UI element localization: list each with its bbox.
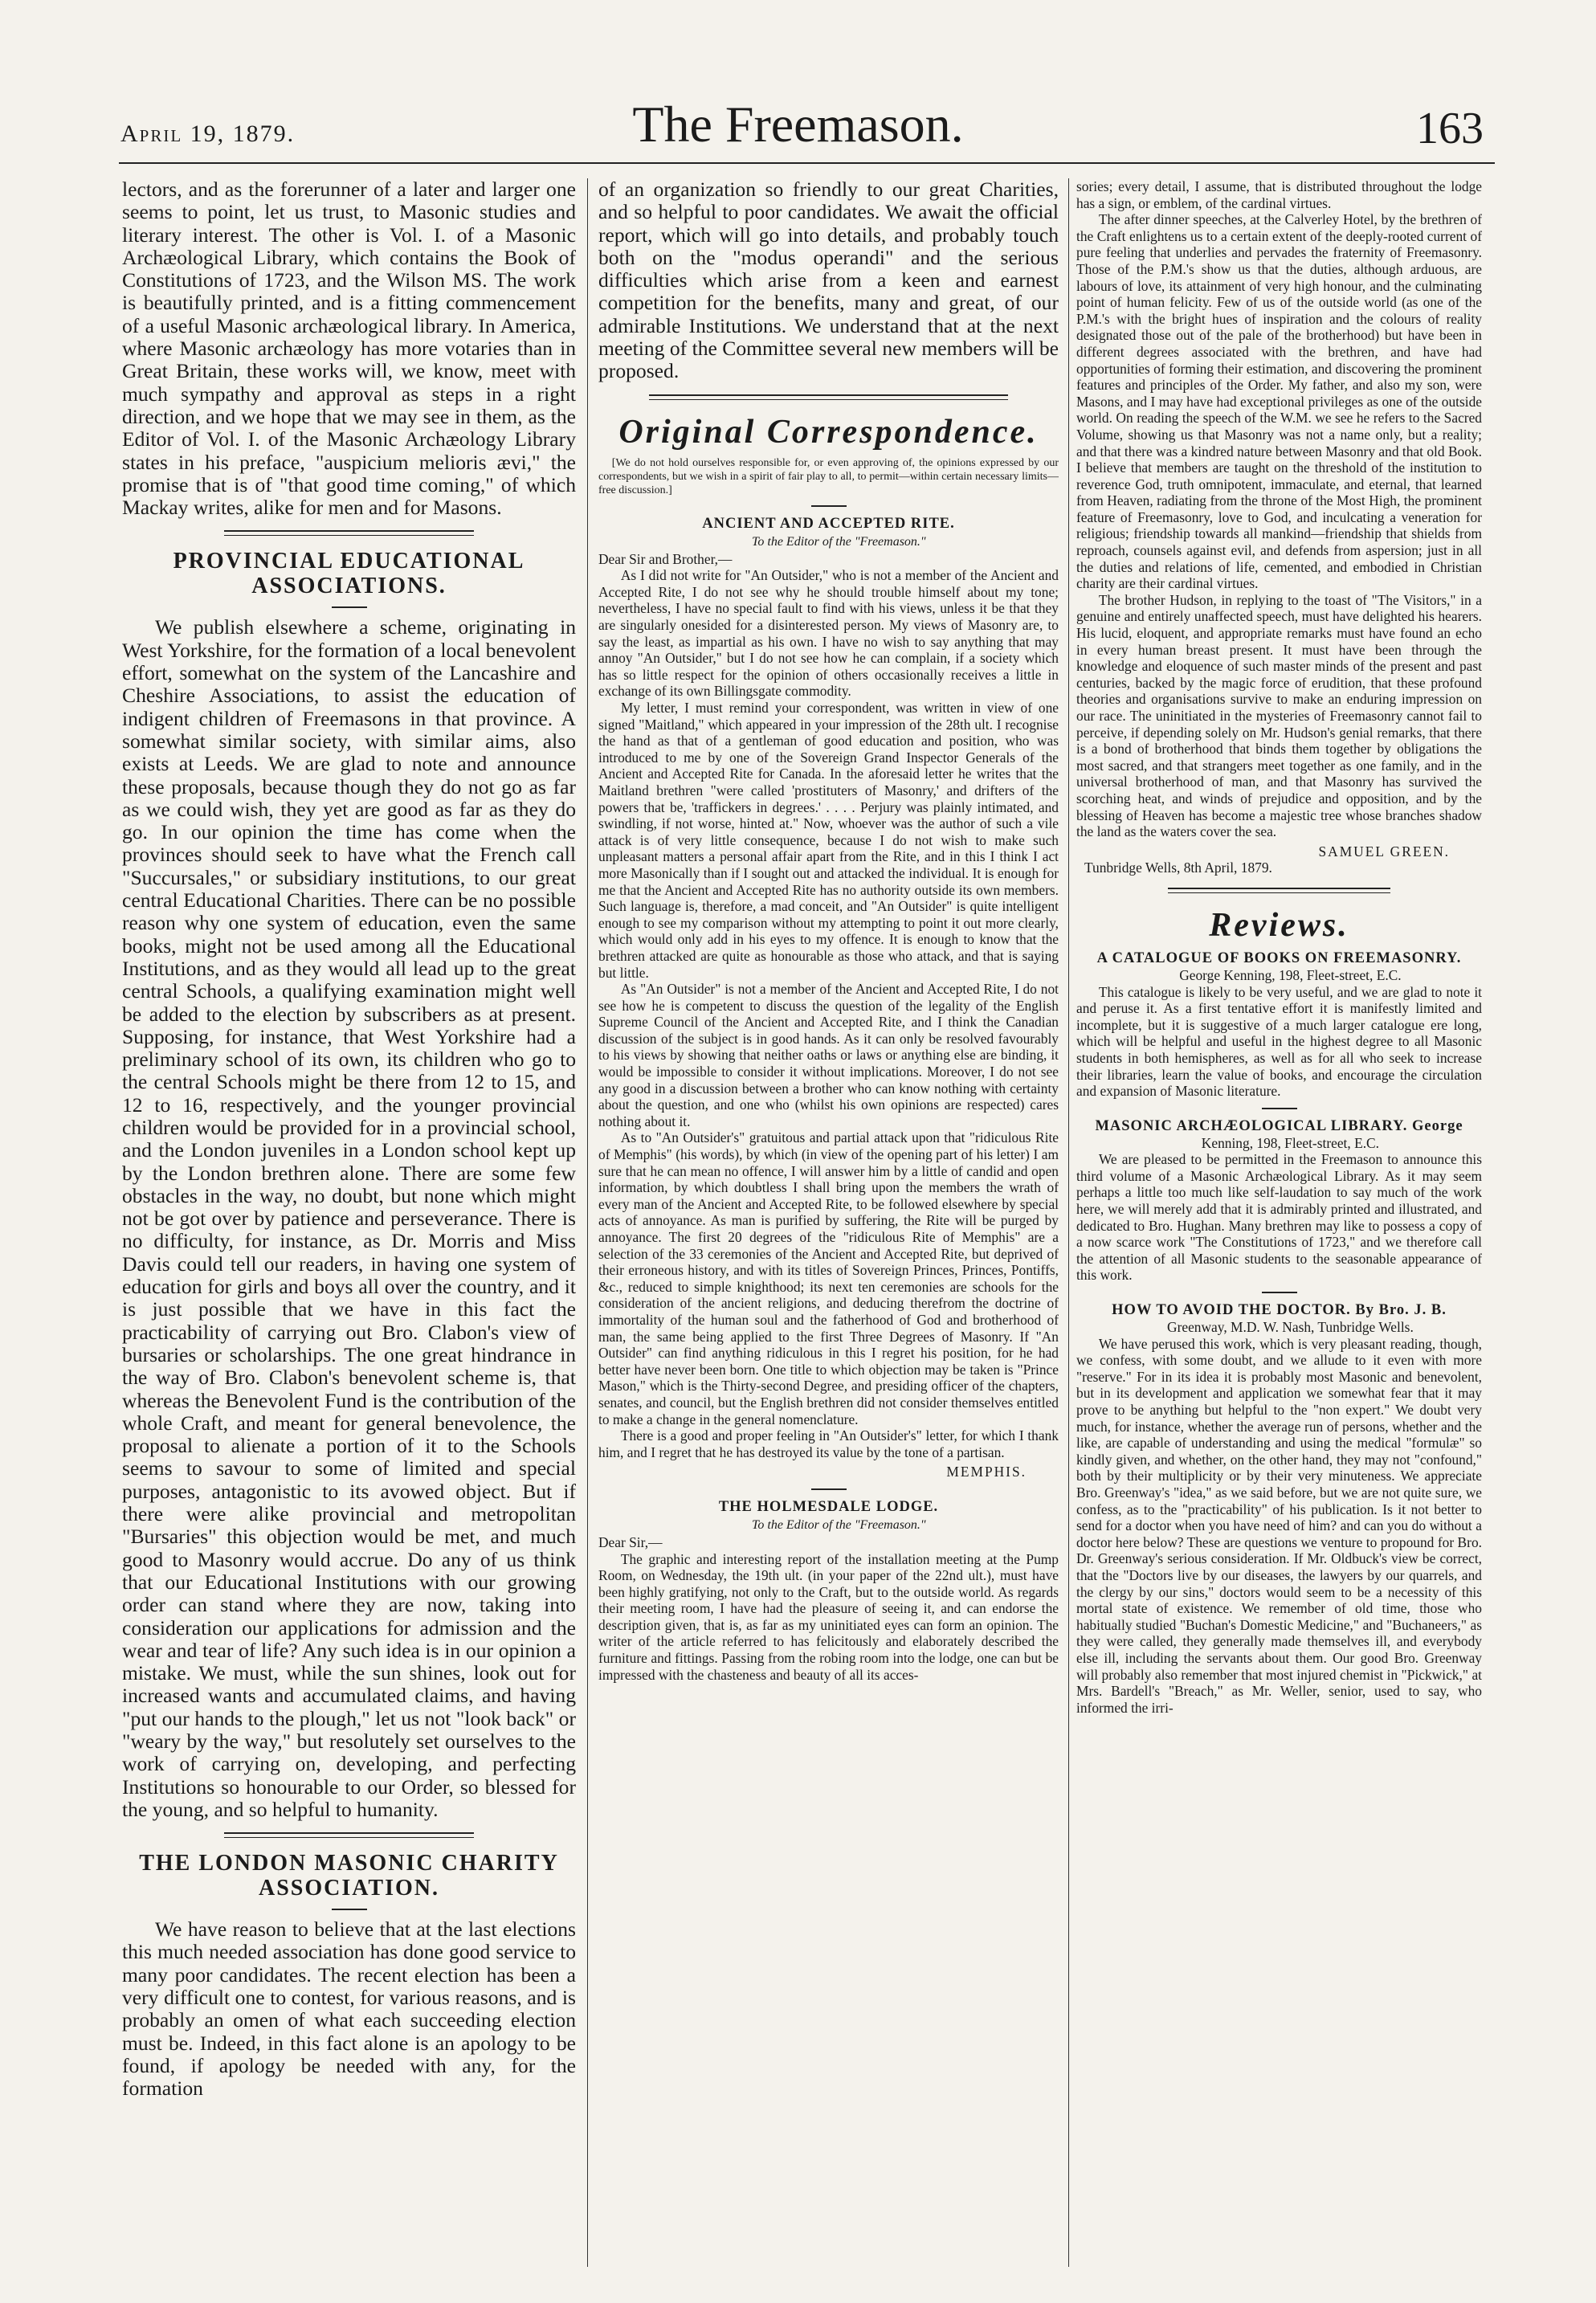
letter-addressee: To the Editor of the "Freemason." [751, 534, 926, 549]
short-rule [811, 505, 847, 507]
heading-provincial-educational-associations: PROVINCIAL EDUCATIONAL ASSOCIATIONS. [173, 549, 525, 599]
review-publisher: Kenning, 198, Fleet-street, E.C. [1201, 1134, 1380, 1151]
page-number: 163 [1416, 104, 1484, 153]
issue-date: April 19, 1879. [120, 120, 296, 147]
review-title: A CATALOGUE OF BOOKS ON FREEMASONRY. [1096, 949, 1462, 966]
section-rule [1168, 888, 1391, 893]
newspaper-title: The Freemason. [632, 96, 964, 153]
letter-paragraph: As I did not write for "An Outsider," who is not a member of the Ancient and Accepted Rite, I do not see why he should trouble himself about my tone; nevertheless, I have no special fault to find with his views, unless it be that they are singularly onesided for a disinterested person. My views of Masonry are, to say the least, as impartial as his own. I have no wish to say anything that may annoy "An Outsider," but I do not see how he can complain, if a society which has so little respect for the opinion of others occasionally receives a little in exchange of its own Billingsgate commodity. [598, 567, 1059, 700]
short-rule [1262, 1292, 1297, 1293]
masthead [0, 0, 1596, 161]
letter-salutation: Dear Sir and Brother,— [598, 550, 733, 567]
column-divider [587, 178, 588, 2267]
short-rule [332, 1909, 367, 1910]
section-rule [224, 530, 474, 536]
letter-paragraph: The after dinner speeches, at the Calverley Hotel, by the brethren of the Craft enlightens us to a certain extent of the deeply-rooted current of pure feeling that underlies and pervades the fraternity of Freemasonry. Those of the P.M.'s show us that the duties, although arduous, are labours of love, its attainment of very high honour, and the culminating point of human felicity. Few of us of the outside world (as one of the P.M.'s with the bright hues of inspiration and the colours of reality designated those out of the pale of the brotherhood) but have been in different degrees associated with the brethren, and have had opportunities of forming their estimation, and discovering the prominent features and principles of the Order. My father, and also my son, were Masons, and I may have had exceptional privileges as one of the outside world. On reading the speech of the W.M. we see he refers to the Sacred Volume, showing us that Masonry was not a name only, but a reality; and that there was a kindred nature between Masonry and that old Book. I believe that members are taught on the threshold of the institution to reverence God, truth omnipotent, immaculate, and eternal, that learned from Heaven, radiating from the throne of the Most High, the prominent feature of Freemasonry, love to God, and inculcating a veneration for religious; friendship towards all mankind—friendship that shields from reproach, counsels against evil, and defends from aspersion; just in all the duties and relations of life, cemented, and embodied in Christian charity are their cardinal virtues. [1076, 211, 1482, 592]
review-body: This catalogue is likely to be very useful, and we are glad to note it and peruse it. As a first tentative effort it is manifestly limited and incomplete, but it is suggestive of a much larger catalogue ere long, which will be helpful and useful in the highest degree to all Masonic students in both hemispheres, as well as for all who seek to increase their libraries, learn the value of books, and encourage the circulation and expansion of Masonic literature. [1076, 983, 1482, 1100]
article-body: We publish elsewhere a scheme, originating in West Yorkshire, for the formation of a local benevolent effort, somewhat on the system of the Lancashire and Cheshire Associations, to assist the education of indigent children of Freemasons in that province. A somewhat similar society, with similar aims, also exists at Leeds. We are glad to note and announce these proposals, because though they do not go as far as we could wish, they yet are good as far as they do go. In our opinion the time has come when the provinces should seek to have what the French call "Succursales," or subsidiary institutions, to our great central Educational Charities. There can be no possible reason why one system of education, even the same books, might not be used among all the Educational Institutions, and as they would all lead up to the great central Schools, a qualifying examination might well be added to the election by subscribers as at present. Supposing, for instance, that West Yorkshire had a preliminary school of its own, its children who go to the central Schools might be there from 12 to 15, and 12 to 16, respectively, and the younger provincial children would be provided for in a provincial school, and the London juveniles in a London school kept up by the London brethren alone. There are some few obstacles in the way, no doubt, but none which might not be got over by patience and perseverance. There is no difficulty, for instance, as Dr. Morris and Miss Davis could tell our readers, in having one system of education for girls and boys all over the country, and it is just possible that we have in this fact the practicability of carrying out Bro. Clabon's view of bursaries or scholarships. The one great hindrance in the way of Bro. Clabon's benevolent scheme is, that whereas the Benevolent Fund is the contribution of the whole Craft, and meant for general benevolence, the proposal to alienate a portion of it to the Schools seems to savour to some of limited and special purposes, antagonistic to its avowed object. But if there were alike provincial and metropolitan "Bursaries" this objection would be met, and much good to Masonry would accrue. Do any of us think that our Educational Institutions with our growing order can stand where they are now, taking into consideration our applications for admission and the wear and tear of life? Any such idea is in our opinion a mistake. We must, while the sun shines, look out for increased wants and accumulated claims, and having "put our hands to the plough," let us not "look back" or "weary by the way," but resolutely set ourselves to the work of carrying on, developing, and perfecting Institutions so honourable to our Order, so blessed for the young, and so helpful to humanity. [122, 615, 576, 1821]
letter-paragraph: As "An Outsider" is not a member of the Ancient and Accepted Rite, I do not see how he is competent to discuss the question of the legality of the English Supreme Council of the Ancient and Accepted Rite, and I think the Canadian discussion of the subject is in good hands. As it can only be resolved favourably to his views by showing that neither oaths or laws or anything else are binding, it would be impossible to consider it without implications. Moreover, I do not see any good in a discussion between a brother who can know nothing with certainty about the question, and one who (whilst his own opinions are respected) cares nothing about it. [598, 981, 1059, 1129]
review-publisher: George Kenning, 198, Fleet-street, E.C. [1179, 966, 1402, 983]
letter-salutation: Dear Sir,— [598, 1533, 663, 1550]
article-body: We have reason to believe that at the last elections this much needed association has done good service to many poor candidates. The recent election has been a very difficult one to contest, for various reasons, and is probably an omen of what each succeeding election must be. Indeed, in this fact alone is an apology to be found, if apology be needed with any, for the formation [122, 1917, 576, 2101]
article-continuation: of an organization so friendly to our great Charities, and so helpful to poor candidates. We await the official report, which will go into details, and probably touch both on the "modus operandi" and the serious difficulties which arise from a keen and earnest competition for the benefits, many and great, of our admirable Institutions. We understand that at the next meeting of the Committee several new members will be proposed. [598, 178, 1059, 383]
header-rule [119, 162, 1495, 164]
letter-dateline: Tunbridge Wells, 8th April, 1879. [1084, 860, 1272, 876]
short-rule [332, 606, 367, 608]
column-1 [122, 178, 576, 2243]
column-divider [1068, 178, 1069, 2267]
letter-addressee: To the Editor of the "Freemason." [751, 1517, 926, 1532]
review-publisher: Greenway, M.D. W. Nash, Tunbridge Wells. [1167, 1319, 1414, 1336]
letter-paragraph: The brother Hudson, in replying to the toast of "The Visitors," in a genuine and entirely unaffected speech, must have delighted his hearers. His lucid, eloquent, and appropriate remarks must have found an echo in every human breast present. It must have been through the knowledge and eloquence of such master minds of the present and past centuries, backed by the magic force of erudition, that these profound theories and organisations survive to make an enduring impression on our race. The uninitiated in the mysteries of Freemasonry cannot fail to perceive, if depending solely on Mr. Hudson's genial remarks, that there is a bond of brotherhood that binds them together by obligations the most sacred, and that strangers meet together as one family, and in the universal brotherhood of man, and that Masonry has survived the scorching heat, and winds of prejudice and opposition, and by the blessing of Heaven has become a majestic tree whose branches shadow the land as the waters cover the sea. [1076, 591, 1482, 840]
short-rule [1262, 1108, 1297, 1109]
column-2 [598, 178, 1059, 2267]
review-body: We are pleased to be permitted in the Freemason to announce this third volume of a Masonic Archæological Library. As it may seem perhaps a little too much like self-laudation to say much of the work here, we will merely add that it is admirably printed and illustrated, and dedicated to Bro. Hughan. Many brethren may like to possess a copy of a now scarce work "The Constitutions of 1723," and we therefore call the attention of all Masonic students to the seasonable appearance of this work. [1076, 1151, 1482, 1284]
review-title: MASONIC ARCHÆOLOGICAL LIBRARY. George [1095, 1117, 1463, 1134]
letter-paragraph: The graphic and interesting report of the installation meeting at the Pump Room, on Wednesday, the 19th ult. (in your paper of the 22nd ult.), must have been highly gratifying, not only to the Craft, but to the outside world. As regards their meeting room, I have had the pleasure of seeing it, and can endorse the description given, that is, as far as my uninitiated eyes can form an opinion. The writer of the article referred to has felicitously and elaborately described the furniture and fittings. Passing from the robing room into the lodge, one can but be impressed with the chasteness and beauty of all its acces- [598, 1550, 1059, 1683]
letter-signature: SAMUEL GREEN. [1318, 843, 1450, 860]
column-3 [1076, 178, 1482, 2267]
short-rule [811, 1488, 847, 1490]
review-title: HOW TO AVOID THE DOCTOR. By Bro. J. B. [1112, 1302, 1447, 1319]
heading-london-masonic-charity-association: THE LONDON MASONIC CHARITY ASSOCIATION. [139, 1851, 559, 1901]
letter-paragraph: As to "An Outsider's" gratuitous and partial attack upon that "ridiculous Rite of Memphis" (his words), by which (in view of the opening part of his letter) I am sure that he can mean no offence, I will answer him by a little of candid and open information, by which doubtless I shall bring upon the members the wrath of every man of the Ancient and Accepted Rite, to be followed elsewhere by special acts of annoyance. As man is purified by suffering, the Rite will be purged by annoyance. The first 20 degrees of the "ridiculous Rite of Memphis" are a selection of the 33 ceremonies of the Ancient and Accepted Rite, but deprived of their erroneous history, and with its titles of Sovereign Princes, Princes, Pontiffs, &c., reduced to simple knighthood; its next ten ceremonies are schools for the consideration of the ancient religions, and deducing therefrom the doctrine of immortality of the human soul and the fatherhood of God and brotherhood of man, the same being applied to the first Three Degrees of Masonry. If "An Outsider" can find anything ridiculous in this I regret his position, for he had better have never been born. One title to which objection may be taken is "Prince Mason," which is the Thirty-second Degree, and presiding officer of the chapters, senates, and council, but the English brethren did not consider themselves entitled to make a change in the general nomenclature. [598, 1129, 1059, 1427]
letter-paragraph: My letter, I must remind your correspondent, was written in view of one signed "Maitland," which appeared in your impression of the 28th ult. I recognise the hand as that of a gentleman of good education and position, who was introduced to me by one of the Sovereign Grand Inspector Generals of the Ancient and Accepted Rite for Canada. In the aforesaid letter he writes that the Maitland brethren "were called 'prostituters of Masonry,' and drifters of the powers that be, 'traffickers in degrees.' . . . . Perjury was plainly intimated, and swindling, if not worse, hinted at." Now, whoever was the author of such a vile attack is of very little consequence, because I do not wish to make such unpleasant matters a personal affair apart from the Rite, and in this I think I act more Masonically than if I sought out and attacked the individual. It is enough for me that the Ancient and Accepted Rite has no authority outside its own members. Such language is, therefore, a mad conceit, and "An Outsider" is quite intelligent enough to see my comparison without my attempting to point it out more clearly, which would only add in his eyes to my offence. It is enough to know that the brethren attacked are quite as honourable as those who attack, and that is saying but little. [598, 700, 1059, 981]
section-rule [224, 1832, 474, 1838]
heading-ancient-and-accepted-rite: ANCIENT AND ACCEPTED RITE. [702, 515, 955, 532]
letter-paragraph: There is a good and proper feeling in "An Outsider's" letter, for which I thank him, and I regret that he has destroyed its value by the tone of a partisan. [598, 1427, 1059, 1460]
heading-reviews: Reviews. [1209, 906, 1349, 944]
section-rule [649, 394, 1008, 400]
letter-continuation: sories; every detail, I assume, that is distributed throughout the lodge has a sign, or emblem, of the cardinal virtues. [1076, 178, 1482, 211]
letter-signature: MEMPHIS. [946, 1464, 1027, 1480]
heading-holmesdale-lodge: THE HOLMESDALE LODGE. [718, 1498, 939, 1515]
editor-disclaimer: [We do not hold ourselves responsible for, or even approving of, the opinions expressed by our correspondents, but we wish in a spirit of fair play to all, to permit—within certain necessary limits—free discussion.] [598, 456, 1059, 496]
heading-original-correspondence: Original Correspondence. [618, 413, 1039, 451]
article-continuation: lectors, and as the forerunner of a later and larger one seems to point, let us trust, to Masonic studies and literary interest. The other is Vol. I. of a Masonic Archæological Library, which contains the Book of Constitutions of 1723, and the Wilson MS. The work is beautifully printed, and is a fitting commencement of a useful Masonic archæological library. In America, where Masonic archæology has more votaries than in Great Britain, these works will, we know, meet with much sympathy and approval as steps in a right direction, and we hope that we may see in them, as the Editor of Vol. I. of the Masonic Archæology Library states in his preface, "auspicium melioris ævi," the promise that is of "that good time coming," of which Mackay writes, alike for men and for Masons. [122, 178, 576, 520]
review-body: We have perused this work, which is very pleasant reading, though, we confess, with some doubt, and we allude to it even with more "reserve." For in its idea it is probably most Masonic and benevolent, but in its development and application we somewhat fear that it may prove to be anything but helpful to the "non expert." We doubt very much, for instance, whether the average run of persons, whether and the like, are capable of understanding and using the medical "formulæ" so kindly given, and whether, on the other hand, they may not "confound," both by their multiplicity or by their very minuteness. We appreciate Bro. Greenway's "idea," as we said before, but we are not quite sure, we confess, as to the "practicability" of his publication. Is it not better to send for a doctor when you have need of him? and can you do without a doctor here below? These are questions we venture to propound for Bro. Dr. Greenway's serious consideration. If Mr. Oldbuck's view be correct, that the "Doctors live by our diseases, the lawyers by our quarrels, and the clergy by our sins," doctors would seem to be a necessity of this mortal state of existence. We remember of old time, those who habitually studied "Buchan's Domestic Medicine," and "Buchaneers," as they were called, they generally made themselves ill, and everybody else ill, including the servants about them. Our good Bro. Greenway will probably also remember that most injured chemist in "Pickwick," at Mrs. Bardell's "Breach," as Mr. Weller, senior, used to say, who informed the irri- [1076, 1335, 1482, 1716]
